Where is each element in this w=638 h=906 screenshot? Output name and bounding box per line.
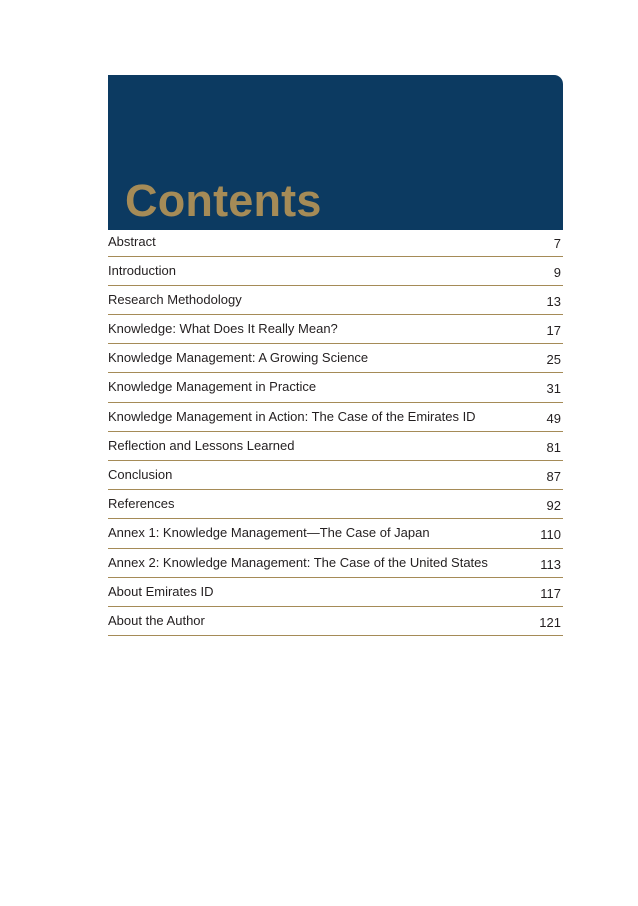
toc-entry-title: Reflection and Lessons Learned xyxy=(108,437,295,453)
toc-entry-title: Annex 2: Knowledge Management: The Case of the United States xyxy=(108,554,488,570)
toc-entry-page: 81 xyxy=(546,439,561,455)
toc-entry-page: 9 xyxy=(553,264,561,280)
toc-entry-page: 117 xyxy=(540,585,561,601)
toc-entry-title: Knowledge: What Does It Really Mean? xyxy=(108,321,338,337)
toc-entry-page: 31 xyxy=(546,381,561,397)
toc-entry-title: Introduction xyxy=(108,262,176,278)
toc-entry[interactable] xyxy=(108,257,563,286)
page-title: Contents xyxy=(125,175,322,226)
toc-entry[interactable] xyxy=(108,432,563,461)
table-of-contents xyxy=(108,228,563,636)
toc-entry-page: 113 xyxy=(540,556,561,572)
toc-entry[interactable] xyxy=(108,490,563,519)
toc-entry[interactable] xyxy=(108,461,563,490)
toc-entry-title: Knowledge Management: A Growing Science xyxy=(108,350,369,366)
toc-entry[interactable] xyxy=(108,519,563,548)
toc-entry-title: Research Methodology xyxy=(108,291,242,307)
contents-header-band xyxy=(108,75,563,230)
toc-entry-title: About the Author xyxy=(108,612,205,628)
toc-entry-page: 49 xyxy=(546,410,561,426)
toc-entry-page: 17 xyxy=(546,323,561,339)
toc-entry[interactable] xyxy=(108,373,563,402)
toc-entry-title: Annex 1: Knowledge Management—The Case of Japan xyxy=(108,525,430,541)
toc-entry[interactable] xyxy=(108,607,563,636)
toc-entry-page: 121 xyxy=(539,614,561,630)
toc-entry[interactable] xyxy=(108,228,563,257)
toc-entry-title: Knowledge Management in Action: The Case of the Emirates ID xyxy=(108,408,476,424)
toc-entry-title: Conclusion xyxy=(108,467,173,482)
toc-entry[interactable] xyxy=(108,403,563,432)
toc-entry[interactable] xyxy=(108,549,563,578)
toc-entry-page: 87 xyxy=(546,469,561,484)
toc-entry-page: 7 xyxy=(553,236,561,251)
toc-entry-title: About Emirates ID xyxy=(108,583,214,599)
toc-entry-page: 110 xyxy=(540,527,561,543)
toc-entry[interactable] xyxy=(108,315,563,344)
toc-entry-title: Abstract xyxy=(108,234,156,249)
toc-entry[interactable] xyxy=(108,578,563,607)
toc-entry-page: 13 xyxy=(546,293,561,309)
toc-entry-title: Knowledge Management in Practice xyxy=(108,379,317,395)
toc-entry-title: References xyxy=(108,496,175,512)
toc-entry[interactable] xyxy=(108,286,563,315)
toc-entry-page: 92 xyxy=(546,498,561,514)
toc-entry[interactable] xyxy=(108,344,563,373)
toc-entry-page: 25 xyxy=(546,352,561,368)
